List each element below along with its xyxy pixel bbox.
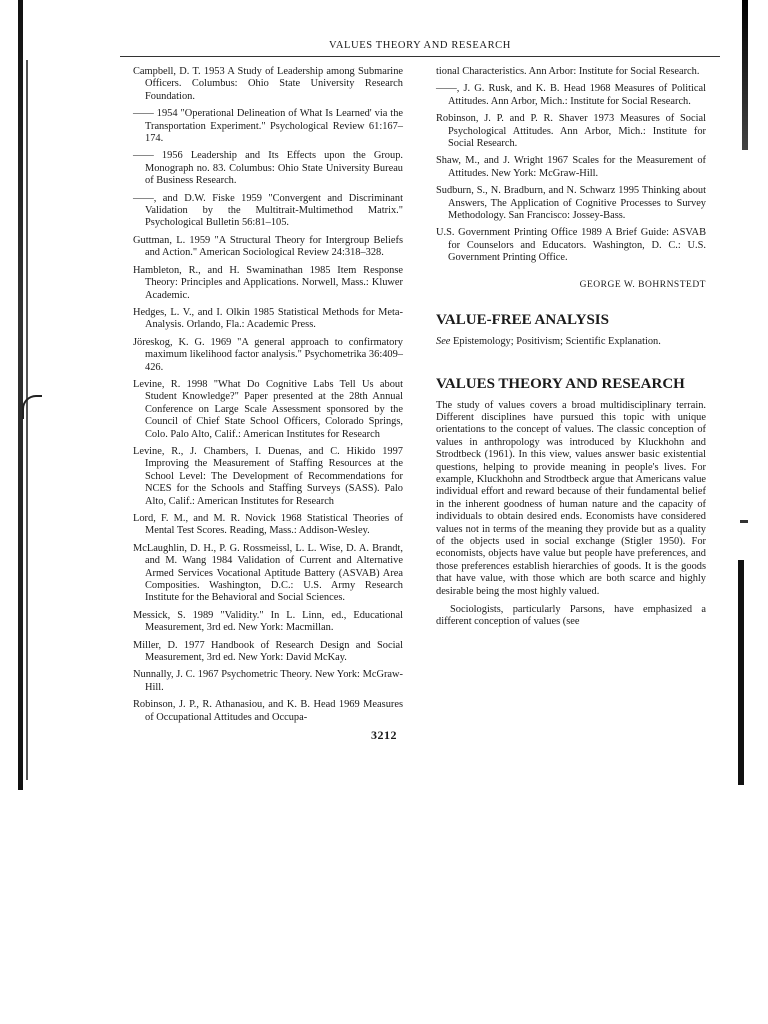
reference-entry: Hedges, L. V., and I. Olkin 1985 Statistical Methods for Meta-Analysis. Orlando, Fla.: Academic Press. — [133, 306, 403, 331]
reference-entry: —— 1954 "Operational Delineation of What Is Learned' via the Transportation Experiment." Psychological Review 61:167–174. — [133, 108, 403, 145]
scan-edge-right-bottom — [738, 560, 744, 785]
scan-curl-mark — [22, 395, 42, 419]
header-rule — [120, 56, 720, 57]
scan-edge-left — [18, 0, 23, 790]
reference-entry: ——, and D.W. Fiske 1959 "Convergent and Discriminant Validation by the Multitrait-Multimethod Matrix." Psychological Bulletin 56:81–105. — [133, 192, 403, 229]
cross-reference — [436, 336, 706, 348]
scan-edge-right-top — [742, 0, 748, 150]
reference-entry: U.S. Government Printing Office 1989 A Brief Guide: ASVAB for Counselors and Educators. Washington, D. C.: U.S. Government Printing Office. — [436, 227, 706, 264]
reference-entry: Jöreskog, K. G. 1969 "A general approach to confirmatory maximum likelihood factor analysis." Psychometrika 36:409–426. — [133, 336, 403, 373]
reference-entry: —— 1956 Leadership and Its Effects upon the Group. Monograph no. 83. Columbus: Ohio State University Bureau of Business Research. — [133, 150, 403, 187]
see-text: Epistemology; Positivism; Scientific Explanation. — [453, 336, 661, 348]
reference-entry: Miller, D. 1977 Handbook of Research Design and Social Measurement, 3rd ed. New York: David McKay. — [133, 639, 403, 664]
right-column — [436, 66, 706, 629]
reference-entry: tional Characteristics. Ann Arbor: Institute for Social Research. — [436, 66, 700, 77]
reference-entry: Levine, R., J. Chambers, I. Duenas, and C. Hikido 1997 Improving the Measurement of Staffing Resources at the School Level: The Development of Recommendations for NCES for the Schools and Staffing Surveys (SASS). Palo Alto, Calif.: American Institutes for Research — [133, 445, 403, 507]
left-column — [133, 66, 403, 729]
running-head: VALUES THEORY AND RESEARCH — [329, 40, 511, 51]
reference-entry: Guttman, L. 1959 "A Structural Theory for Intergroup Beliefs and Action." American Sociological Review 24:318–328. — [133, 234, 403, 259]
reference-entry: Levine, R. 1998 "What Do Cognitive Labs Tell Us about Student Knowledge?" Paper presented at the 28th Annual Conference on Large Scale Assessment sponsored by the Council of Chief State School Officers, Colorado Springs, Colo. Palo Alto, Calif.: American Institutes for Research — [133, 378, 403, 440]
page-number: 3212 — [371, 728, 397, 742]
reference-entry: Lord, F. M., and M. R. Novick 1968 Statistical Theories of Mental Test Scores. Reading, Mass.: Addison-Wesley. — [133, 513, 403, 537]
reference-entry: McLaughlin, D. H., P. G. Rossmeissl, L. L. Wise, D. A. Brandt, and M. Wang 1984 Validation of Current and Alternative Armed Services Vocational Aptitude Battery (ASVAB) Area Composities. Washington, D.C.: U.S. Army Research Institute for the Behavioral and Social Sciences. — [133, 542, 403, 604]
reference-entry: Campbell, D. T. 1953 A Study of Leadership among Submarine Officers. Columbus: Ohio State University Research Foundation. — [133, 66, 403, 102]
reference-entry: Nunnally, J. C. 1967 Psychometric Theory. New York: McGraw-Hill. — [133, 669, 403, 693]
body-paragraph: Sociologists, particularly Parsons, have emphasized a different conception of values (see — [436, 604, 706, 628]
reference-entry: ——, J. G. Rusk, and K. B. Head 1968 Measures of Political Attitudes. Ann Arbor, Mich.: Institute for Social Research. — [436, 83, 706, 107]
see-label: See — [436, 336, 451, 348]
body-paragraph: The study of values covers a broad multidisciplinary terrain. Different disciplines have pursued this topic with unique orientations to the concept of values. The classic conception of values in anthropology was introduced by Kluckhohn and Strodtbeck (1961). In this view, values answer basic existential questions, helping to provide meaning in people's lives. For example, Kluckhohn and Strodtbeck argue that Americans value individual effort and reward because of their fundamental belief in the inherent goodness of human nature and the capacity of individuals to obtain desired ends. Economists have considered values not in terms of the meaning they provide but as a quality of the objects used in social exchange (Stigler 1950). For economists, objects have value but people have preferences, and those preferences establish hierarchies of goods. It is the goods that have value, with those which are both scarce and highly desirable being the most highly valued. — [436, 399, 706, 597]
section-heading-value-free: VALUE-FREE ANALYSIS — [436, 312, 609, 329]
section-heading-values-theory: VALUES THEORY AND RESEARCH — [436, 375, 685, 392]
reference-entry: Robinson, J. P., R. Athanasiou, and K. B. Head 1969 Measures of Occupational Attitudes and Occupa- — [133, 699, 403, 723]
scan-edge-right-tick — [740, 520, 748, 523]
scan-edge-left-inner — [26, 60, 28, 780]
reference-entry: Hambleton, R., and H. Swaminathan 1985 Item Response Theory: Principles and Applications. Norwell, Mass.: Kluwer Academic. — [133, 264, 403, 301]
reference-entry: Messick, S. 1989 "Validity." In L. Linn, ed., Educational Measurement, 3rd ed. New York: Macmillan. — [133, 609, 403, 634]
author-signature: GEORGE W. BOHRNSTEDT — [579, 279, 706, 290]
reference-entry: Shaw, M., and J. Wright 1967 Scales for the Measurement of Attitudes. New York: McGraw-Hill. — [436, 155, 706, 179]
reference-entry: Sudburn, S., N. Bradburn, and N. Schwarz 1995 Thinking about Answers, The Application of Cognitive Processes to Survey Methodology. San Francisco: Jossey-Bass. — [436, 185, 706, 222]
reference-entry: Robinson, J. P. and P. R. Shaver 1973 Measures of Social Psychological Attitudes. Ann Arbor, Mich.: Institute for Social Research. — [436, 113, 706, 150]
